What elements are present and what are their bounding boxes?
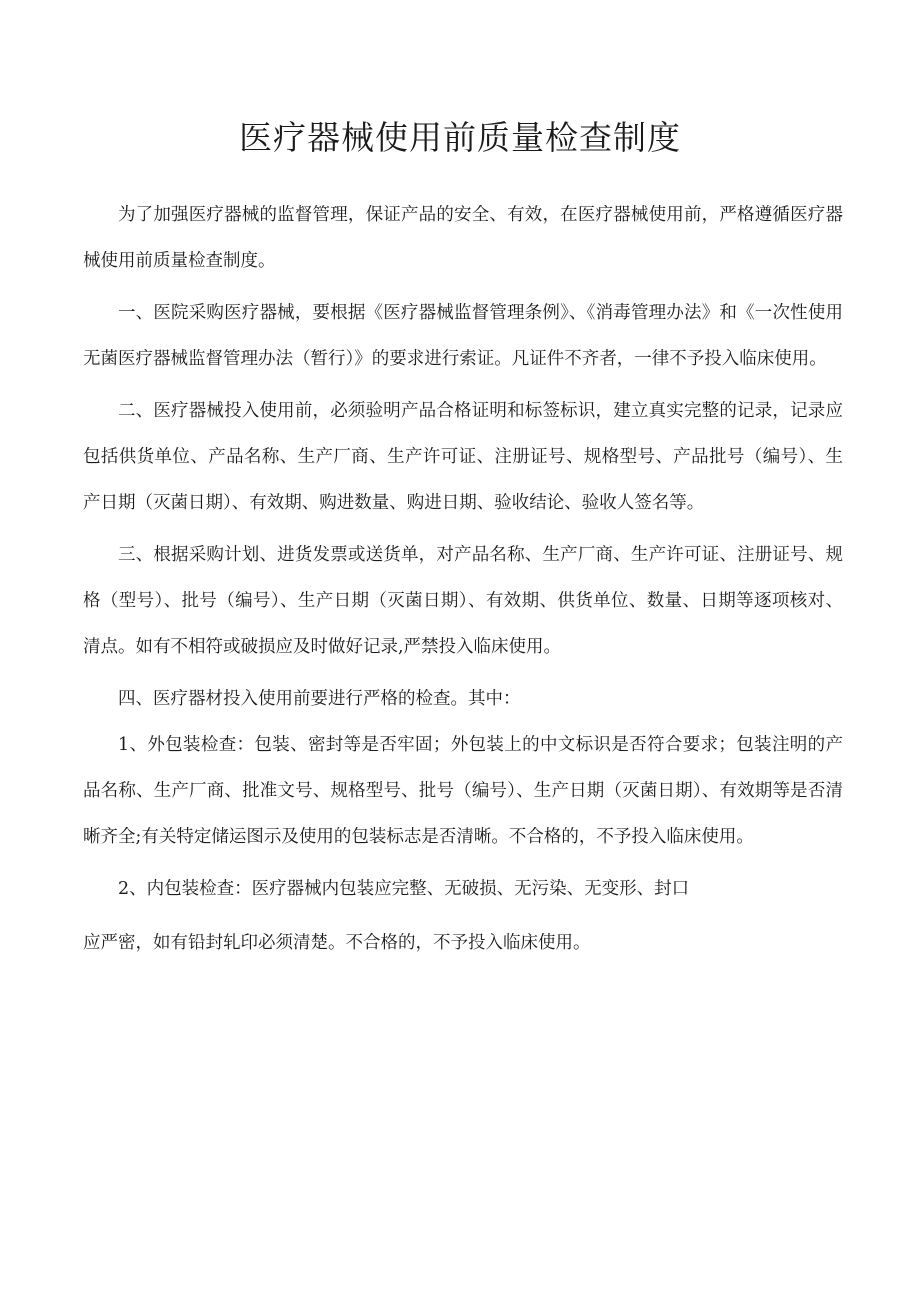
document-title: 医疗器械使用前质量检查制度 [239, 118, 681, 157]
outer-packaging-paragraph: 1、外包装检查：包装、密封等是否牢固；外包装上的中文标识是否符合要求；包装注明的产品名称、生产厂商、批准文号、规格型号、批号（编号）、生产日期（灭菌日期）、有效期等是否清晰齐全;有关特定储运图示及使用的包装标志是否清晰。不合格的，不予投入临床使用。 [83, 735, 843, 847]
clause-4-paragraph: 四、医疗器材投入使用前要进行严格的检查。其中： [118, 689, 521, 709]
clause-3-paragraph: 三、根据采购计划、进货发票或送货单，对产品名称、生产厂商、生产许可证、注册证号、规格（型号）、批号（编号）、生产日期（灭菌日期）、有效期、供货单位、数量、日期等逐项核对、清点。如有不相符或破损应及时做好记录,严禁投入临床使用。 [83, 545, 843, 657]
inner-packaging-line-1: 2、内包装检查：医疗器械内包装应完整、无破损、无污染、无变形、封口 [118, 879, 690, 899]
clause-2-paragraph: 二、医疗器械投入使用前，必须验明产品合格证明和标签标识，建立真实完整的记录，记录应包括供货单位、产品名称、生产厂商、生产许可证、注册证号、规格型号、产品批号（编号）、生产日期（灭菌日期）、有效期、购进数量、购进日期、验收结论、验收人签名等。 [83, 401, 843, 513]
clause-1-paragraph: 一、医院采购医疗器械，要根据《医疗器械监督管理条例》、《消毒管理办法》和《一次性使用无菌医疗器械监督管理办法（暂行）》的要求进行索证。凡证件不齐者，一律不予投入临床使用。 [83, 303, 843, 369]
document-body [83, 192, 843, 966]
inner-packaging-line-2: 应严密，如有铅封轧印必须清楚。不合格的，不予投入临床使用。 [83, 933, 591, 953]
intro-paragraph: 为了加强医疗器械的监督管理，保证产品的安全、有效，在医疗器械使用前，严格遵循医疗器械使用前质量检查制度。 [83, 205, 843, 271]
